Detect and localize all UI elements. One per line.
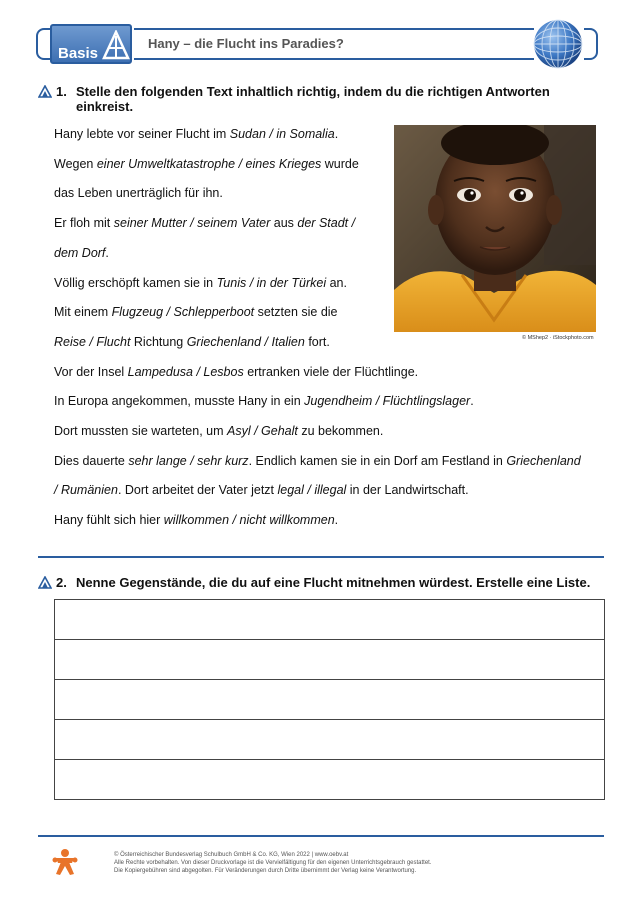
text-line [54,305,338,319]
list-row-divider [55,639,604,640]
footer-divider [38,835,604,837]
level-triangle-icon [38,576,52,589]
answer-option[interactable]: Flugzeug / Schlepperboot [111,305,255,320]
text-fragment: Dies dauerte [54,453,129,468]
text-fragment: an. [326,275,347,290]
text-line [54,246,109,260]
answer-option[interactable]: willkommen / nicht willkommen [163,513,335,528]
level-triangle-icon [38,85,52,98]
text-fragment: Hany fühlt sich hier [54,513,164,528]
answer-option[interactable]: Asyl / Gehalt [226,424,298,438]
text-fragment: Hany lebte vor seiner Flucht im [54,127,230,141]
answer-option[interactable]: Griechenland / Italien [186,334,305,349]
text-fragment: . [334,513,339,528]
page-title: Hany – die Flucht ins Paradies? [148,36,344,51]
answer-option[interactable]: Sudan / in Somalia [229,127,335,141]
text-fragment: . [334,127,339,141]
text-line [54,454,581,468]
task-2-heading [38,575,618,591]
text-fragment: . [470,394,474,409]
answer-list-table [54,599,605,800]
answer-option[interactable]: Lampedusa / Lesbos [127,364,244,379]
header-bracket-right [584,28,598,60]
answer-option[interactable]: / Rumänien [54,483,118,498]
text-line [54,365,418,379]
text-line [54,216,355,230]
task-1-number: 1. [56,84,67,99]
header-rule-bottom [134,58,534,60]
answer-option[interactable]: Reise / Flucht [54,334,131,349]
answer-option[interactable]: Jugendheim / Flüchtlingslager [304,394,471,409]
text-fragment: in der Landwirtschaft. [346,483,469,498]
text-line [54,394,474,408]
list-row-divider [55,679,604,680]
boy-portrait-photo [394,125,596,332]
text-line [54,127,338,141]
text-line [54,157,359,171]
level-triangle-icon [102,30,130,60]
text-fragment: zu bekommen. [297,424,384,438]
text-line [54,513,338,527]
photo-credit: © MShep2 · iStockphoto.com [522,335,594,341]
publisher-logo-icon [52,848,78,876]
globe-icon [532,18,584,70]
header-bracket-left [36,28,50,60]
text-line [54,335,330,349]
task-2-instruction: Nenne Gegenstände, die du auf eine Flucht mitnehmen würdest. Erstelle eine Liste. [76,575,591,590]
text-fragment: Mit einem [54,305,112,320]
text-fragment: In Europa angekommen, musste Hany in ein [54,394,305,409]
text-fragment: Völlig erschöpft kamen sie in [54,275,217,290]
text-fragment: wurde [321,156,359,171]
answer-option[interactable]: legal / illegal [277,483,347,498]
list-row-divider [55,719,604,720]
footer-disclaimer: Die Kopiergebühren sind abgegolten. Für Veränderungen durch Dritte übernimmt der Verlag keine Verantwortung. [114,868,417,874]
text-line [54,186,223,200]
task-1-instruction: Stelle den folgenden Text inhaltlich richtig, indem du die richtigen Antworten einkreist. [76,84,550,114]
text-line [54,276,347,290]
text-fragment: . Endlich kamen sie in ein Dorf am Festland in [248,453,507,468]
text-fragment: Vor der Insel [54,364,128,379]
text-fragment: Er floh mit [54,216,114,231]
answer-option[interactable]: Tunis / in der Türkei [216,275,327,290]
text-fragment: ertranken viele der Flüchtlinge. [243,364,419,379]
basis-label: Basis [58,45,99,62]
section-divider [38,556,604,558]
text-fragment: Wegen [54,156,97,171]
text-fragment: setzten sie die [254,305,338,320]
answer-option[interactable]: seiner Mutter / seinem Vater [113,216,271,231]
text-fragment: . [105,245,109,260]
answer-option[interactable]: sehr lange / sehr kurz [128,453,249,468]
text-fragment: aus [270,216,298,231]
basis-badge [50,24,132,64]
text-fragment: Dort mussten sie warteten, um [54,424,227,438]
text-line [54,424,383,438]
text-fragment: . Dort arbeitet der Vater jetzt [117,483,278,498]
answer-option[interactable]: Griechenland [506,453,581,468]
answer-option[interactable]: der Stadt / [297,216,356,231]
list-row-divider [55,759,604,760]
footer-rights: Alle Rechte vorbehalten. Von dieser Druckvorlage ist die Vervielfältigung für den eigenen Unterrichtsgebrauch gestattet. [114,860,432,866]
answer-option[interactable]: einer Umweltkatastrophe / eines Krieges [96,156,322,171]
footer-copyright: © Österreichischer Bundesverlag Schulbuch GmbH & Co. KG, Wien 2022 | www.oebv.at [114,852,349,858]
text-fragment: Richtung [130,334,187,349]
header-rule-top [134,28,534,30]
text-line [54,483,469,497]
text-fragment: das Leben unerträglich für ihn. [54,186,223,201]
task-1-heading [38,84,598,118]
answer-option[interactable]: dem Dorf [54,245,106,260]
task-2-number: 2. [56,575,67,590]
text-fragment: fort. [304,334,330,349]
